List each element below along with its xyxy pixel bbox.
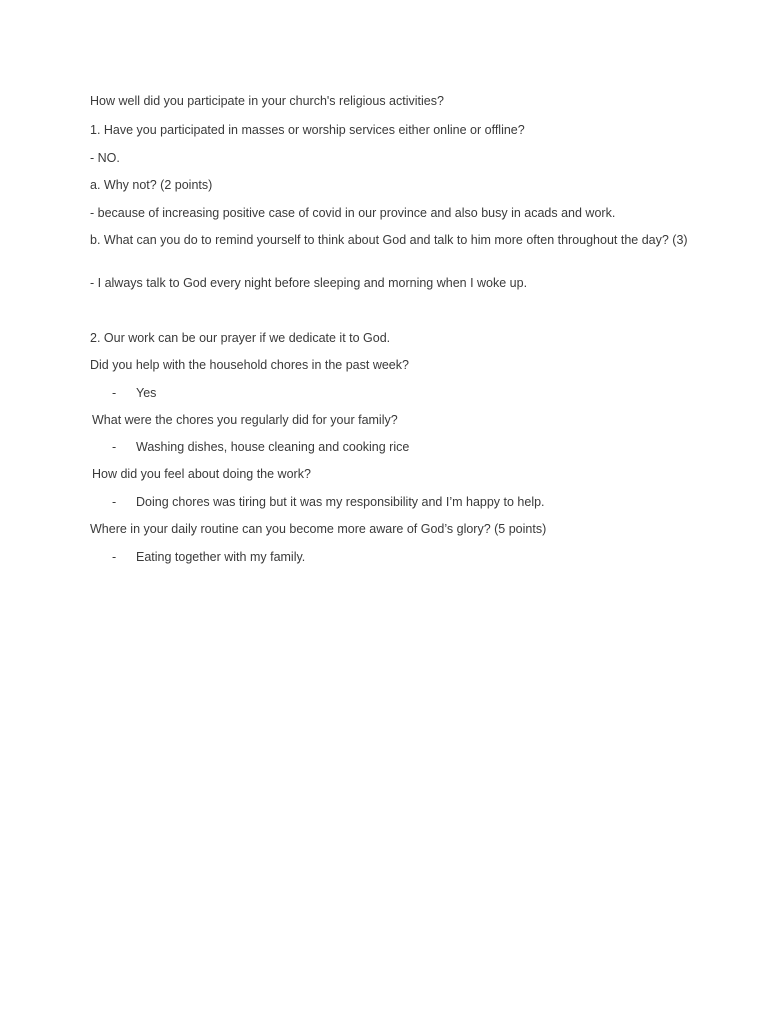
question-1: 1. Have you participated in masses or worship services either online or offline? bbox=[90, 123, 525, 137]
answer-2a-text: Yes bbox=[136, 386, 157, 400]
document-heading: How well did you participate in your church's religious activities? bbox=[90, 94, 444, 108]
question-1a: a. Why not? (2 points) bbox=[90, 178, 213, 192]
answer-2a bbox=[112, 385, 672, 401]
bullet-dash: - bbox=[112, 386, 117, 400]
question-2c: How did you feel about doing the work? bbox=[92, 467, 311, 481]
bullet-dash: - bbox=[112, 495, 117, 509]
question-1b: b. What can you do to remind yourself to think about God and talk to him more often throughout the day? (3) bbox=[90, 233, 688, 247]
answer-2c-text: Doing chores was tiring but it was my responsibility and I’m happy to help. bbox=[136, 495, 545, 509]
question-2b: What were the chores you regularly did for your family? bbox=[92, 413, 398, 427]
answer-2d bbox=[112, 549, 672, 565]
question-2a: Did you help with the household chores in the past week? bbox=[90, 358, 409, 372]
question-2d: Where in your daily routine can you become more aware of God’s glory? (5 points) bbox=[90, 522, 547, 536]
answer-2b bbox=[112, 439, 672, 455]
answer-2b-text: Washing dishes, house cleaning and cooking rice bbox=[136, 440, 410, 454]
bullet-dash: - bbox=[112, 440, 117, 454]
question-2: 2. Our work can be our prayer if we dedicate it to God. bbox=[90, 331, 391, 345]
answer-1a: - because of increasing positive case of covid in our province and also busy in acads and work. bbox=[90, 206, 616, 220]
answer-1: - NO. bbox=[90, 151, 120, 165]
answer-1b: - I always talk to God every night before sleeping and morning when I woke up. bbox=[90, 276, 528, 290]
answer-2d-text: Eating together with my family. bbox=[136, 550, 306, 564]
bullet-dash: - bbox=[112, 550, 117, 564]
answer-2c bbox=[112, 494, 672, 510]
